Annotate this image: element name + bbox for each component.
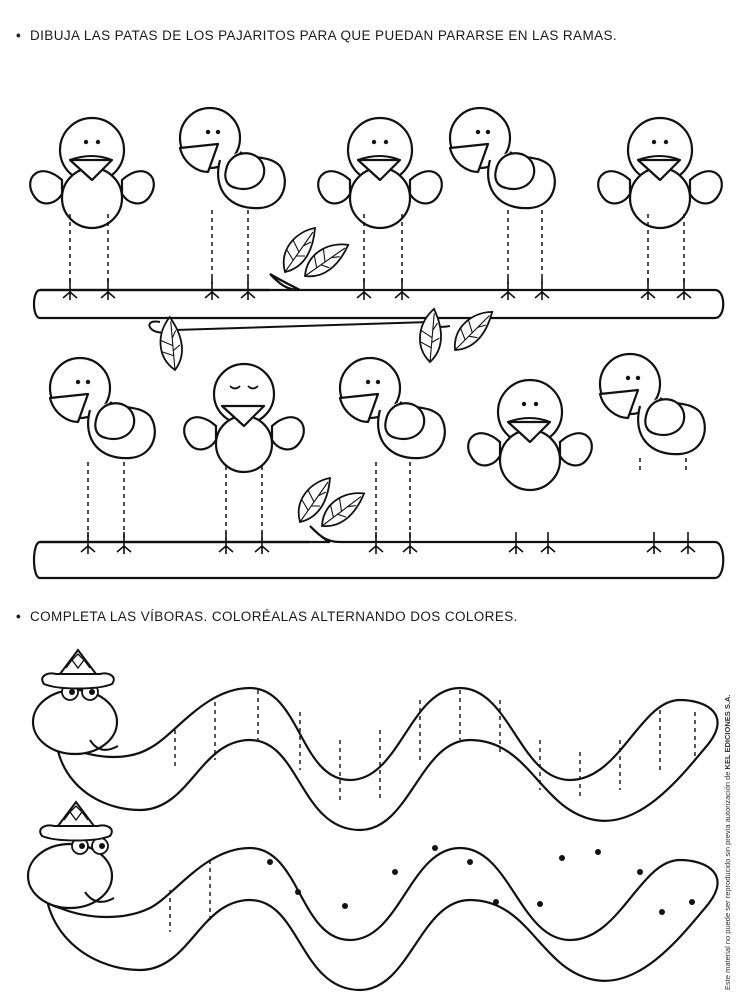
bullet: • xyxy=(16,609,22,624)
dashed-legs-row-2 xyxy=(88,458,686,540)
instruction-birds-text: DIBUJA LAS PATAS DE LOS PAJARITOS PARA QUE PUEDAN PARARSE EN LAS RAMAS. xyxy=(30,28,618,43)
credit-publisher: KEL EDICIONES S.A. xyxy=(723,694,732,770)
credit-text: Este material no puede ser reproducido sin previa autorización de xyxy=(723,771,732,990)
branch-top xyxy=(34,274,723,318)
instruction-snakes-text: COMPLETA LAS VÍBORAS. COLORÉALAS ALTERNANDO DOS COLORES. xyxy=(30,609,518,624)
birds-row-1 xyxy=(30,108,722,228)
snake-1-icon xyxy=(33,650,718,830)
publisher-credit xyxy=(723,695,732,990)
birds-row-2 xyxy=(50,354,705,490)
snake-2-icon xyxy=(28,802,718,990)
branch-bottom xyxy=(34,526,723,578)
bullet: • xyxy=(16,28,22,43)
leaf-icon xyxy=(146,317,198,371)
twig xyxy=(149,321,450,332)
